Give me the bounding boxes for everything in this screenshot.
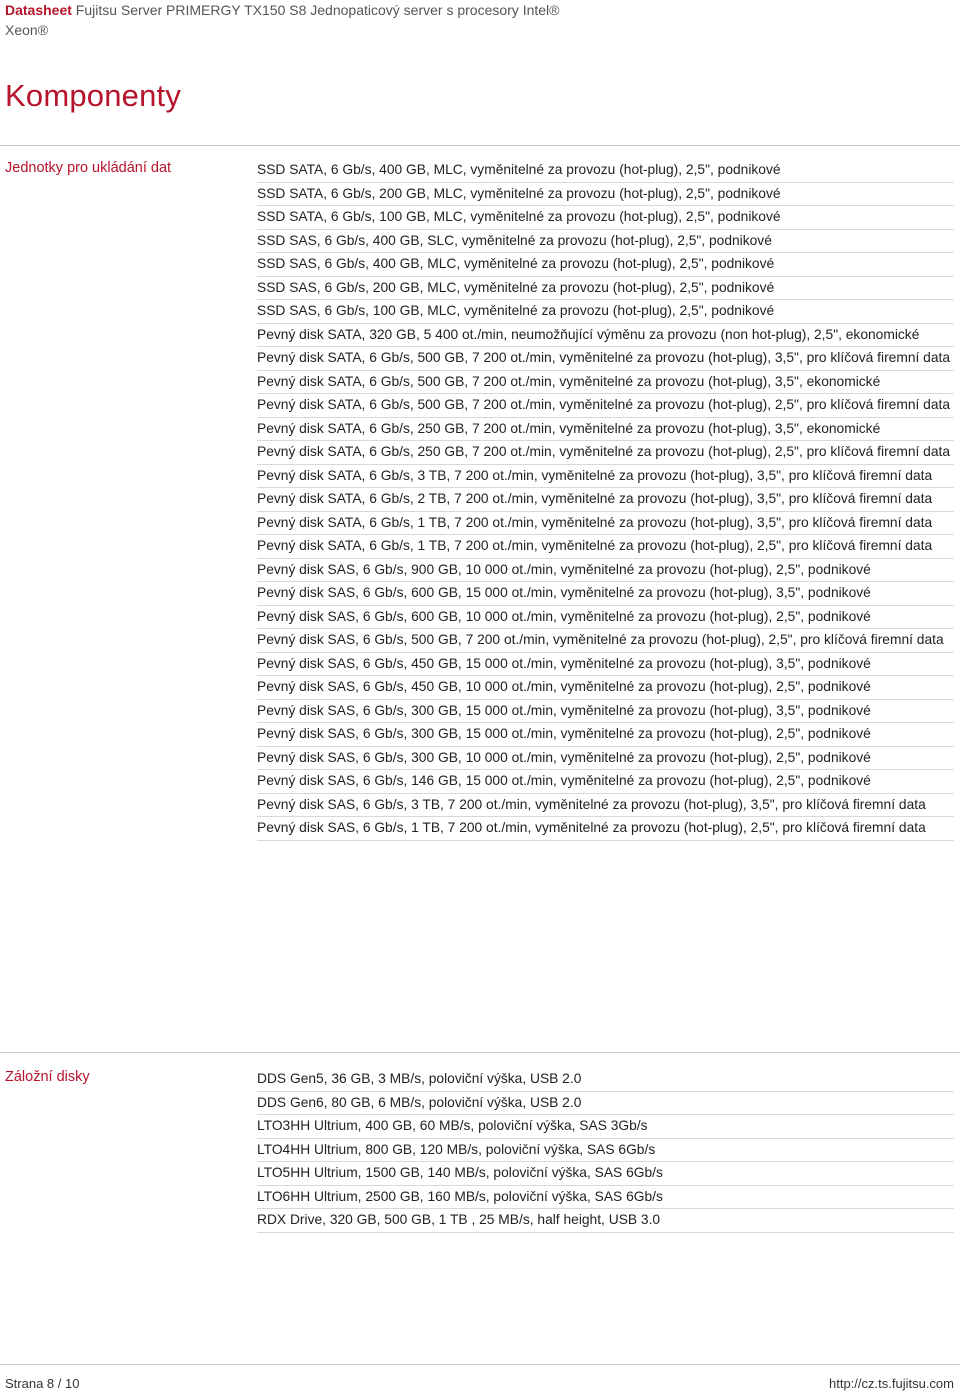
list-item: LTO3HH Ultrium, 400 GB, 60 MB/s, poloviční výška, SAS 3Gb/s [257,1115,954,1139]
list-item: Pevný disk SAS, 6 Gb/s, 300 GB, 15 000 ot./min, vyměnitelné za provozu (hot-plug), 3,5", podnikové [257,700,954,724]
list-item: Pevný disk SAS, 6 Gb/s, 300 GB, 10 000 ot./min, vyměnitelné za provozu (hot-plug), 2,5", podnikové [257,747,954,771]
page-title: Komponenty [5,78,182,113]
list-item: LTO4HH Ultrium, 800 GB, 120 MB/s, poloviční výška, SAS 6Gb/s [257,1139,954,1163]
footer-divider [0,1364,960,1365]
list-item: SSD SAS, 6 Gb/s, 400 GB, SLC, vyměnitelné za provozu (hot-plug), 2,5", podnikové [257,230,954,254]
storage-list [257,159,954,841]
document-header [5,0,565,40]
list-item: Pevný disk SAS, 6 Gb/s, 450 GB, 10 000 ot./min, vyměnitelné za provozu (hot-plug), 2,5", podnikové [257,676,954,700]
list-item: Pevný disk SATA, 6 Gb/s, 1 TB, 7 200 ot./min, vyměnitelné za provozu (hot-plug), 3,5", pro klíčová firemní data [257,512,954,536]
list-item: Pevný disk SATA, 320 GB, 5 400 ot./min, neumožňující výměnu za provozu (non hot-plug), 2,5", ekonomické [257,324,954,348]
list-item: DDS Gen5, 36 GB, 3 MB/s, poloviční výška, USB 2.0 [257,1068,954,1092]
list-item: DDS Gen6, 80 GB, 6 MB/s, poloviční výška, USB 2.0 [257,1092,954,1116]
list-item: Pevný disk SAS, 6 Gb/s, 1 TB, 7 200 ot./min, vyměnitelné za provozu (hot-plug), 2,5", pro klíčová firemní data [257,817,954,841]
list-item: Pevný disk SATA, 6 Gb/s, 500 GB, 7 200 ot./min, vyměnitelné za provozu (hot-plug), 3,5", pro klíčová firemní data [257,347,954,371]
page-number: Strana 8 / 10 [5,1376,80,1391]
header-title: Fujitsu Server PRIMERGY TX150 S8 Jednopaticový server s procesory Intel® [71,2,560,18]
list-item: Pevný disk SATA, 6 Gb/s, 500 GB, 7 200 ot./min, vyměnitelné za provozu (hot-plug), 3,5", ekonomické [257,371,954,395]
list-item: LTO5HH Ultrium, 1500 GB, 140 MB/s, poloviční výška, SAS 6Gb/s [257,1162,954,1186]
section-label-storage: Jednotky pro ukládání dat [5,160,172,176]
list-item: Pevný disk SAS, 6 Gb/s, 600 GB, 10 000 ot./min, vyměnitelné za provozu (hot-plug), 2,5", podnikové [257,606,954,630]
list-item: SSD SATA, 6 Gb/s, 200 GB, MLC, vyměnitelné za provozu (hot-plug), 2,5", podnikové [257,183,954,207]
list-item: SSD SAS, 6 Gb/s, 100 GB, MLC, vyměnitelné za provozu (hot-plug), 2,5", podnikové [257,300,954,324]
header-line-1 [5,0,565,20]
list-item: Pevný disk SAS, 6 Gb/s, 146 GB, 15 000 ot./min, vyměnitelné za provozu (hot-plug), 2,5", podnikové [257,770,954,794]
list-item: Pevný disk SAS, 6 Gb/s, 900 GB, 10 000 ot./min, vyměnitelné za provozu (hot-plug), 2,5", podnikové [257,559,954,583]
section-divider-backup [0,1052,960,1053]
header-brand: Datasheet [5,2,72,18]
list-item: SSD SATA, 6 Gb/s, 400 GB, MLC, vyměnitelné za provozu (hot-plug), 2,5", podnikové [257,159,954,183]
list-item: Pevný disk SAS, 6 Gb/s, 500 GB, 7 200 ot./min, vyměnitelné za provozu (hot-plug), 2,5", pro klíčová firemní data [257,629,954,653]
list-item: Pevný disk SATA, 6 Gb/s, 250 GB, 7 200 ot./min, vyměnitelné za provozu (hot-plug), 2,5", pro klíčová firemní data [257,441,954,465]
header-line-2: Xeon® [5,22,49,38]
list-item: LTO6HH Ultrium, 2500 GB, 160 MB/s, poloviční výška, SAS 6Gb/s [257,1186,954,1210]
list-item: Pevný disk SATA, 6 Gb/s, 3 TB, 7 200 ot./min, vyměnitelné za provozu (hot-plug), 3,5", pro klíčová firemní data [257,465,954,489]
list-item: Pevný disk SATA, 6 Gb/s, 2 TB, 7 200 ot./min, vyměnitelné za provozu (hot-plug), 3,5", pro klíčová firemní data [257,488,954,512]
section-divider-top [0,145,960,146]
list-item: RDX Drive, 320 GB, 500 GB, 1 TB , 25 MB/s, half height, USB 3.0 [257,1209,954,1233]
list-item: Pevný disk SATA, 6 Gb/s, 250 GB, 7 200 ot./min, vyměnitelné za provozu (hot-plug), 3,5", ekonomické [257,418,954,442]
list-item: Pevný disk SATA, 6 Gb/s, 1 TB, 7 200 ot./min, vyměnitelné za provozu (hot-plug), 2,5", pro klíčová firemní data [257,535,954,559]
list-item: Pevný disk SAS, 6 Gb/s, 450 GB, 15 000 ot./min, vyměnitelné za provozu (hot-plug), 3,5", podnikové [257,653,954,677]
list-item: Pevný disk SAS, 6 Gb/s, 300 GB, 15 000 ot./min, vyměnitelné za provozu (hot-plug), 2,5", podnikové [257,723,954,747]
list-item: Pevný disk SAS, 6 Gb/s, 3 TB, 7 200 ot./min, vyměnitelné za provozu (hot-plug), 3,5", pro klíčová firemní data [257,794,954,818]
backup-list [257,1068,954,1233]
section-label-backup: Záložní disky [5,1069,90,1085]
list-item: SSD SAS, 6 Gb/s, 200 GB, MLC, vyměnitelné za provozu (hot-plug), 2,5", podnikové [257,277,954,301]
list-item: Pevný disk SATA, 6 Gb/s, 500 GB, 7 200 ot./min, vyměnitelné za provozu (hot-plug), 2,5", pro klíčová firemní data [257,394,954,418]
list-item: SSD SATA, 6 Gb/s, 100 GB, MLC, vyměnitelné za provozu (hot-plug), 2,5", podnikové [257,206,954,230]
list-item: SSD SAS, 6 Gb/s, 400 GB, MLC, vyměnitelné za provozu (hot-plug), 2,5", podnikové [257,253,954,277]
list-item: Pevný disk SAS, 6 Gb/s, 600 GB, 15 000 ot./min, vyměnitelné za provozu (hot-plug), 3,5", podnikové [257,582,954,606]
footer-url-link[interactable]: http://cz.ts.fujitsu.com [829,1376,954,1391]
